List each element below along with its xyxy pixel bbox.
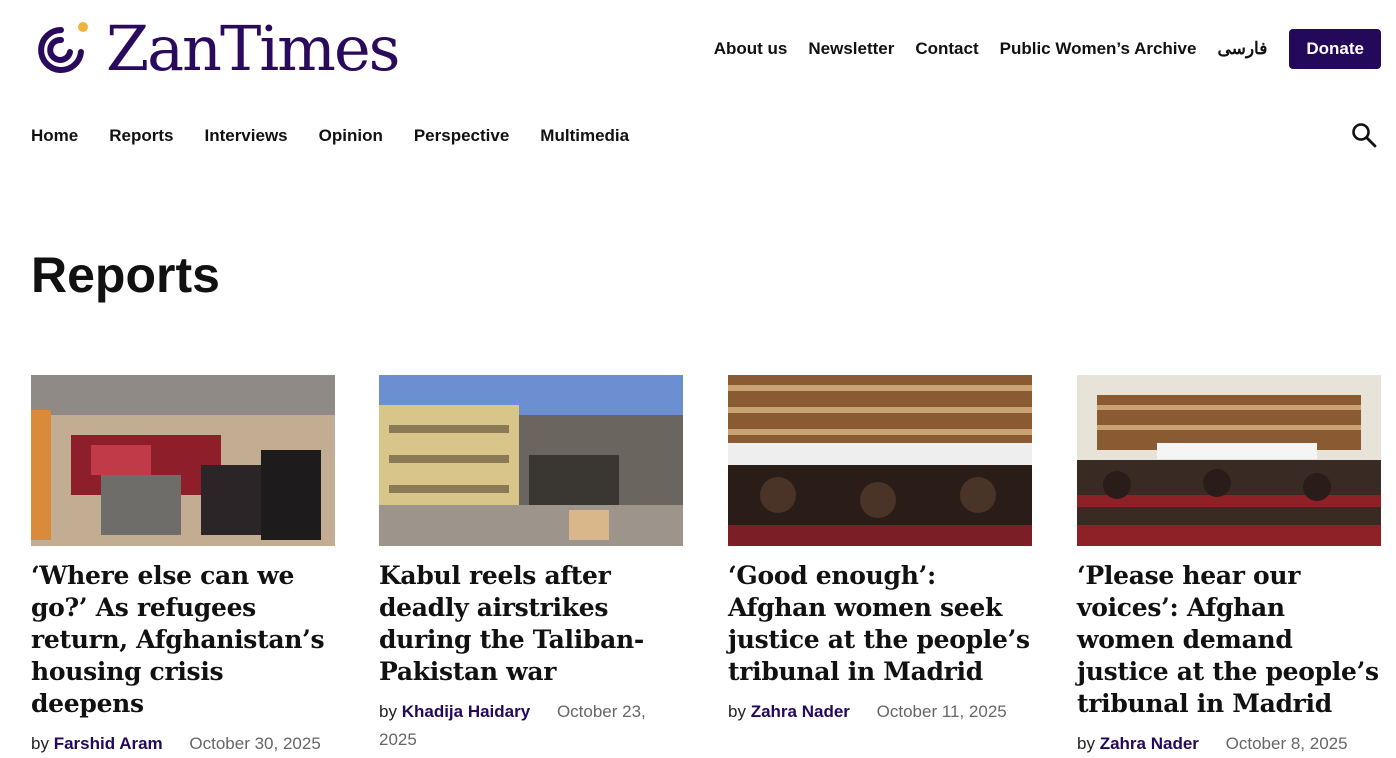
brand-name: ZanTimes: [106, 12, 399, 85]
byline-prefix: by: [31, 734, 49, 753]
main-nav: [31, 126, 660, 146]
article-headline[interactable]: ‘Good enough’: Afghan women seek justice at the people’s tribunal in Madrid: [728, 561, 1030, 686]
nav-newsletter[interactable]: Newsletter: [808, 39, 895, 58]
search-icon[interactable]: [1351, 122, 1377, 148]
article-image-refugees[interactable]: [31, 375, 335, 546]
author-link[interactable]: Zahra Nader: [1099, 734, 1199, 753]
article-card: [728, 375, 1032, 726]
article-byline: [31, 730, 335, 758]
nav-perspective[interactable]: Perspective: [413, 126, 510, 145]
article-date: October 23, 2025: [379, 702, 646, 749]
article-image-tribunal-audience[interactable]: [1077, 375, 1381, 546]
article-card: [379, 375, 683, 754]
top-nav: [714, 29, 1381, 69]
article-headline[interactable]: ‘Please hear our voices’: Afghan women demand justice at the people’s tribunal in Madrid: [1077, 561, 1379, 718]
nav-public-womens-archive[interactable]: Public Women’s Archive: [999, 39, 1197, 58]
article-byline: [379, 698, 683, 754]
article-byline: [728, 698, 1032, 726]
nav-farsi[interactable]: فارسی: [1217, 39, 1268, 58]
donate-button[interactable]: Donate: [1289, 29, 1381, 69]
article-image-kabul-airstrike[interactable]: [379, 375, 683, 546]
article-date: October 30, 2025: [189, 734, 321, 753]
logo-spiral-icon: [30, 18, 92, 80]
byline-prefix: by: [728, 702, 746, 721]
article-image-tribunal-panel[interactable]: [728, 375, 1032, 546]
article-card: [1077, 375, 1381, 758]
article-date: October 8, 2025: [1225, 734, 1348, 753]
byline-prefix: by: [1077, 734, 1095, 753]
article-card: [31, 375, 335, 758]
nav-interviews[interactable]: Interviews: [204, 126, 288, 145]
page-title: Reports: [31, 247, 220, 303]
byline-prefix: by: [379, 702, 397, 721]
nav-about-us[interactable]: About us: [713, 39, 788, 58]
nav-multimedia[interactable]: Multimedia: [540, 126, 630, 145]
nav-reports[interactable]: Reports: [109, 126, 174, 145]
article-byline: [1077, 730, 1381, 758]
nav-opinion[interactable]: Opinion: [318, 126, 383, 145]
author-link[interactable]: Khadija Haidary: [401, 702, 531, 721]
article-headline[interactable]: ‘Where else can we go?’ As refugees return, Afghanistan’s housing crisis deepens: [31, 561, 325, 718]
nav-home[interactable]: Home: [31, 126, 79, 145]
nav-contact[interactable]: Contact: [915, 39, 979, 58]
article-headline[interactable]: Kabul reels after deadly airstrikes during the Taliban-Pakistan war: [379, 561, 644, 686]
author-link[interactable]: Farshid Aram: [53, 734, 163, 753]
site-logo[interactable]: [30, 12, 399, 85]
author-link[interactable]: Zahra Nader: [750, 702, 850, 721]
article-date: October 11, 2025: [876, 702, 1007, 721]
